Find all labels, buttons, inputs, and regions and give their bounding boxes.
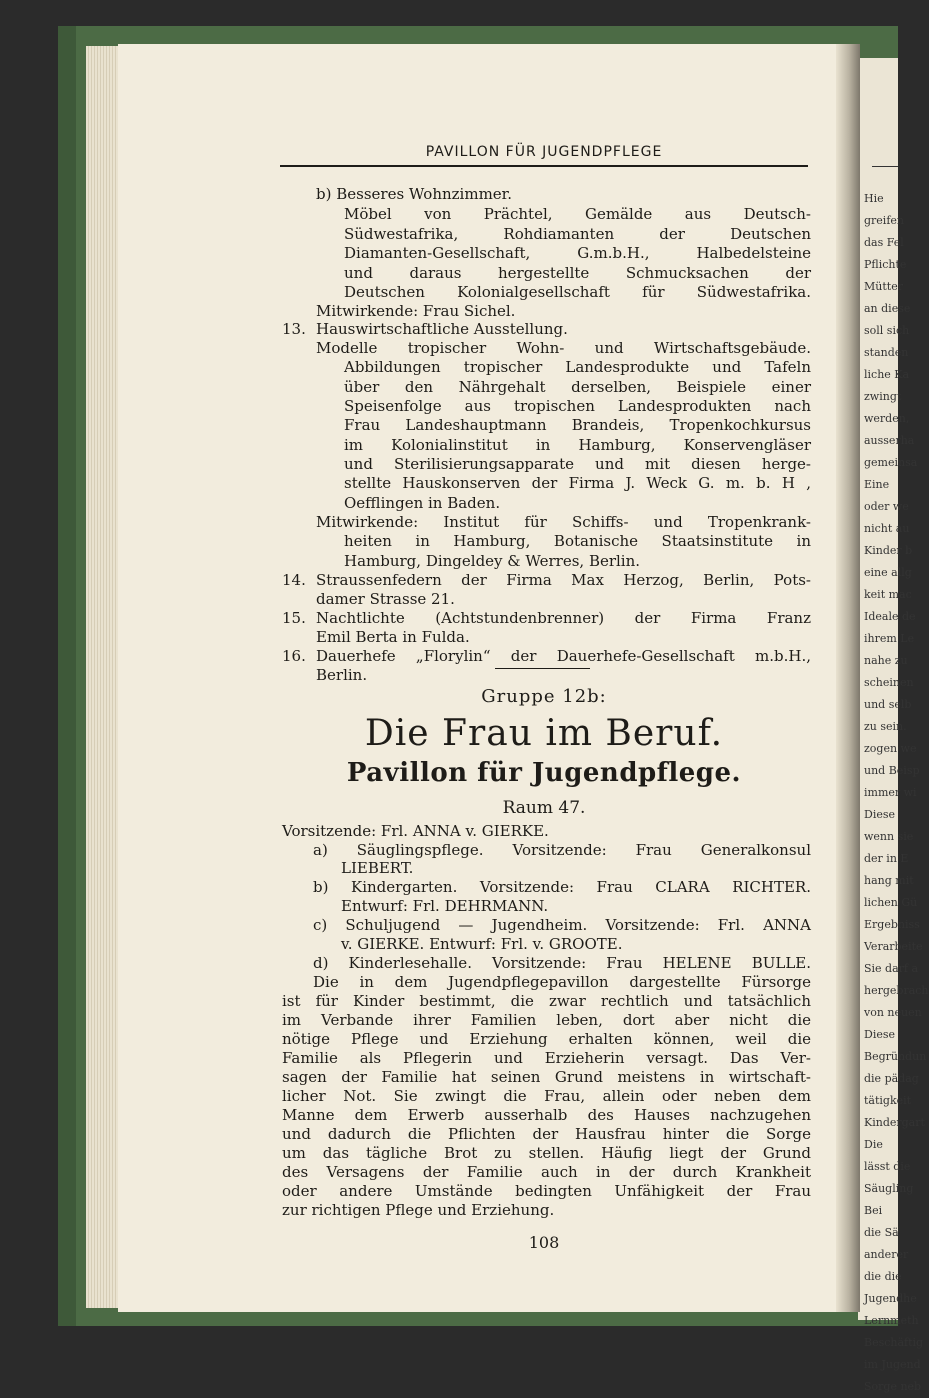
chair-line: b) Kindergarten. Vorsitzende: Frau CLARA RICHTER.	[313, 878, 811, 896]
facing-page-fragment: von neuen	[864, 1006, 922, 1019]
item-13-line: im Kolonialinstitut in Hamburg, Konservengläser	[344, 436, 811, 454]
facing-page-fragment: Diese	[864, 808, 896, 821]
item-number: 16.	[282, 647, 306, 665]
paragraph-line: sagen der Familie hat seinen Grund meistens in wirtschaft-	[282, 1068, 811, 1086]
facing-page-fragment: nahe zu	[864, 654, 908, 667]
facing-page-fragment: Jugendhe	[864, 1292, 917, 1305]
paragraph-line: zur richtigen Pflege und Erziehung.	[282, 1201, 555, 1219]
item-13-line: Modelle tropischer Wohn- und Wirtschaftsgebäude.	[316, 339, 811, 357]
facing-page-fragment: Hie	[864, 192, 884, 205]
facing-page-text	[858, 58, 929, 1398]
item-b-line: Möbel von Prächtel, Gemälde aus Deutsch-	[344, 205, 811, 223]
facing-page-fragment: Beschäftig	[864, 1336, 924, 1349]
facing-page-fragment: lässt die	[864, 1160, 911, 1173]
facing-page-fragment: oder we	[864, 500, 909, 513]
paragraph-line: ist für Kinder bestimmt, die zwar rechtlich und tatsächlich	[282, 992, 811, 1010]
facing-page-fragment: die Sä	[864, 1226, 899, 1239]
item-b-line: Diamanten-Gesellschaft, G.m.b.H., Halbedelsteine	[344, 244, 811, 262]
facing-page-fragment: lichen Gü	[864, 896, 918, 909]
facing-page-fragment: gemeinsa	[864, 456, 918, 469]
book-gutter	[836, 44, 860, 1312]
facing-page-fragment: Kinder b	[864, 544, 913, 557]
chair-line: a) Säuglingspflege. Vorsitzende: Frau Generalkonsul	[313, 841, 811, 859]
facing-page-fragment: tätigkeit	[864, 1094, 912, 1107]
item-13-title: Hauswirtschaftliche Ausstellung.	[316, 320, 568, 338]
facing-page-fragment: Pflichte	[864, 258, 907, 271]
facing-page-fragment: hang mit	[864, 874, 914, 887]
facing-page-fragment: Mütter	[864, 280, 903, 293]
facing-page-fragment: Sorge neb	[864, 1380, 922, 1393]
facing-page-fragment: Bei	[864, 1204, 883, 1217]
facing-page-fragment: der in E	[864, 852, 909, 865]
book-spine-shadow	[58, 26, 76, 1326]
facing-page	[858, 58, 929, 1393]
facing-page-fragment: anderer	[864, 1248, 909, 1261]
facing-page-fragment: Die	[864, 1138, 883, 1151]
paragraph-line: nötige Pflege und Erziehung erhalten können, weil die	[282, 1030, 811, 1048]
chair-line: v. GIERKE. Entwurf: Frl. v. GROOTE.	[341, 935, 623, 953]
item-13-line: Hamburg, Dingeldey & Werres, Berlin.	[344, 552, 641, 570]
header-rule	[280, 165, 808, 167]
facing-page-fragment: immer wi	[864, 786, 917, 799]
facing-page-fragment: zwingt	[864, 390, 902, 403]
section-title: Die Frau im Beruf.	[364, 713, 724, 754]
item-13-line: Oefflingen in Baden.	[344, 494, 501, 512]
facing-page-fragment: zu sein.	[864, 720, 907, 733]
item-13-line: Speisenfolge aus tropischen Landesprodukten nach	[344, 397, 811, 415]
item-13-line: heiten in Hamburg, Botanische Staatsinstitute in	[344, 532, 811, 550]
facing-page-fragment: Ergebniss	[864, 918, 920, 931]
item-13-line: Frau Landeshauptmann Brandeis, Tropenkochkursus	[344, 416, 811, 434]
item-13-line: stellte Hauskonserven der Firma J. Weck G. m. b. H ,	[344, 474, 811, 492]
item-13-contributors: Mitwirkende: Institut für Schiffs- und Tropenkrank-	[316, 513, 811, 531]
facing-page-fragment: im Jugend	[864, 1358, 921, 1371]
paragraph-line: Familie als Pflegerin und Erzieherin versagt. Das Ver-	[282, 1049, 811, 1067]
page-number: 108	[528, 1233, 560, 1252]
facing-page-fragment: liche Ka	[864, 368, 910, 381]
paragraph-line: des Versagens der Familie auch in der durch Krankheit	[282, 1163, 811, 1181]
facing-page-fragment: Kindergart	[864, 1116, 925, 1129]
facing-page-fragment: und selb	[864, 698, 912, 711]
item-14-line: Straussenfedern der Firma Max Herzog, Berlin, Pots-	[316, 571, 811, 589]
facing-page-fragment: keit mac	[864, 588, 912, 601]
facing-page-fragment: die die	[864, 1270, 902, 1283]
group-label: Gruppe 12b:	[481, 686, 607, 707]
item-13-line: Abbildungen tropischer Landesprodukte und Tafeln	[344, 358, 811, 376]
chair-line: d) Kinderlesehalle. Vorsitzende: Frau HELENE BULLE.	[313, 954, 811, 972]
item-number: 14.	[282, 571, 306, 589]
section-divider	[495, 668, 590, 669]
item-b-line: Südwestafrika, Rohdiamanten der Deutschen	[344, 225, 811, 243]
facing-page-fragment: Begründun	[864, 1050, 927, 1063]
facing-page-fragment: ihrem Le	[864, 632, 915, 645]
facing-page-fragment: Diese	[864, 1028, 896, 1041]
facing-page-fragment: soll sich	[864, 324, 910, 337]
facing-page-fragment: Sie darf a	[864, 962, 919, 975]
paragraph-line: um das tägliche Brot zu stellen. Häufig liegt der Grund	[282, 1144, 811, 1162]
item-b-line: Deutschen Kolonialgesellschaft für Südwestafrika.	[344, 283, 811, 301]
item-b-title: b) Besseres Wohnzimmer.	[316, 185, 512, 203]
paragraph-line: oder andere Umstände bedingten Unfähigkeit der Frau	[282, 1182, 811, 1200]
chair-line: Vorsitzende: Frl. ANNA v. GIERKE.	[282, 822, 549, 840]
item-16-line: Berlin.	[316, 666, 368, 684]
facing-page-fragment: scheinen	[864, 676, 914, 689]
item-15-line: Emil Berta in Fulda.	[316, 628, 470, 646]
running-header: PAVILLON FÜR JUGENDPFLEGE	[425, 144, 663, 160]
facing-page-rule	[872, 166, 898, 167]
paragraph-line: licher Not. Sie zwingt die Frau, allein oder neben dem	[282, 1087, 811, 1105]
facing-page-fragment: zogen we	[864, 742, 917, 755]
facing-page-fragment: ausserha	[864, 434, 915, 447]
paragraph-line: Die in dem Jugendpflegepavillon dargestellte Fürsorge	[313, 973, 811, 991]
facing-page-fragment: wenn sie	[864, 830, 914, 843]
item-number: 15.	[282, 609, 306, 627]
facing-page-fragment: Ideale de	[864, 610, 916, 623]
facing-page-fragment: hergebrach	[864, 984, 929, 997]
facing-page-fragment: greifen	[864, 214, 904, 227]
facing-page-fragment: und Beisp	[864, 764, 920, 777]
facing-page-fragment: nicht au	[864, 522, 910, 535]
chair-line: Entwurf: Frl. DEHRMANN.	[341, 897, 549, 915]
paragraph-line: Manne dem Erwerb ausserhalb des Hauses nachzugehen	[282, 1106, 811, 1124]
facing-page-fragment: werden,	[864, 412, 910, 425]
item-number: 13.	[282, 320, 306, 338]
facing-page-fragment: standen	[864, 346, 909, 359]
facing-page-fragment: Verarbeite	[864, 940, 923, 953]
item-14-line: damer Strasse 21.	[316, 590, 455, 608]
item-b-contributors: Mitwirkende: Frau Sichel.	[316, 302, 516, 320]
facing-page-fragment: eine allg	[864, 566, 912, 579]
facing-page-fragment: die pädag	[864, 1072, 919, 1085]
facing-page-fragment: Eine	[864, 478, 890, 491]
facing-page-fragment: Lernmeth	[864, 1314, 919, 1327]
facing-page-fragment: das Fel	[864, 236, 904, 249]
pavilion-title: Pavillon für Jugendpflege.	[346, 758, 742, 788]
item-15-line: Nachtlichte (Achtstundenbrenner) der Firma Franz	[316, 609, 811, 627]
item-b-line: und daraus hergestellte Schmucksachen der	[344, 264, 811, 282]
chair-line: LIEBERT.	[341, 859, 414, 877]
chair-line: c) Schuljugend — Jugendheim. Vorsitzende: Frl. ANNA	[313, 916, 811, 934]
item-13-line: und Sterilisierungsapparate und mit diesen herge-	[344, 455, 811, 473]
paragraph-line: im Verbande ihrer Familien leben, dort aber nicht die	[282, 1011, 811, 1029]
room-label: Raum 47.	[502, 798, 586, 818]
facing-page-fragment: an diese	[864, 302, 911, 315]
item-16-line: Dauerhefe „Florylin“ der Dauerhefe-Gesellschaft m.b.H.,	[316, 647, 811, 665]
facing-page-fragment: Säugling	[864, 1182, 914, 1195]
item-13-line: über den Nährgehalt derselben, Beispiele einer	[344, 378, 811, 396]
paragraph-line: und dadurch die Pflichten der Hausfrau hinter die Sorge	[282, 1125, 811, 1143]
